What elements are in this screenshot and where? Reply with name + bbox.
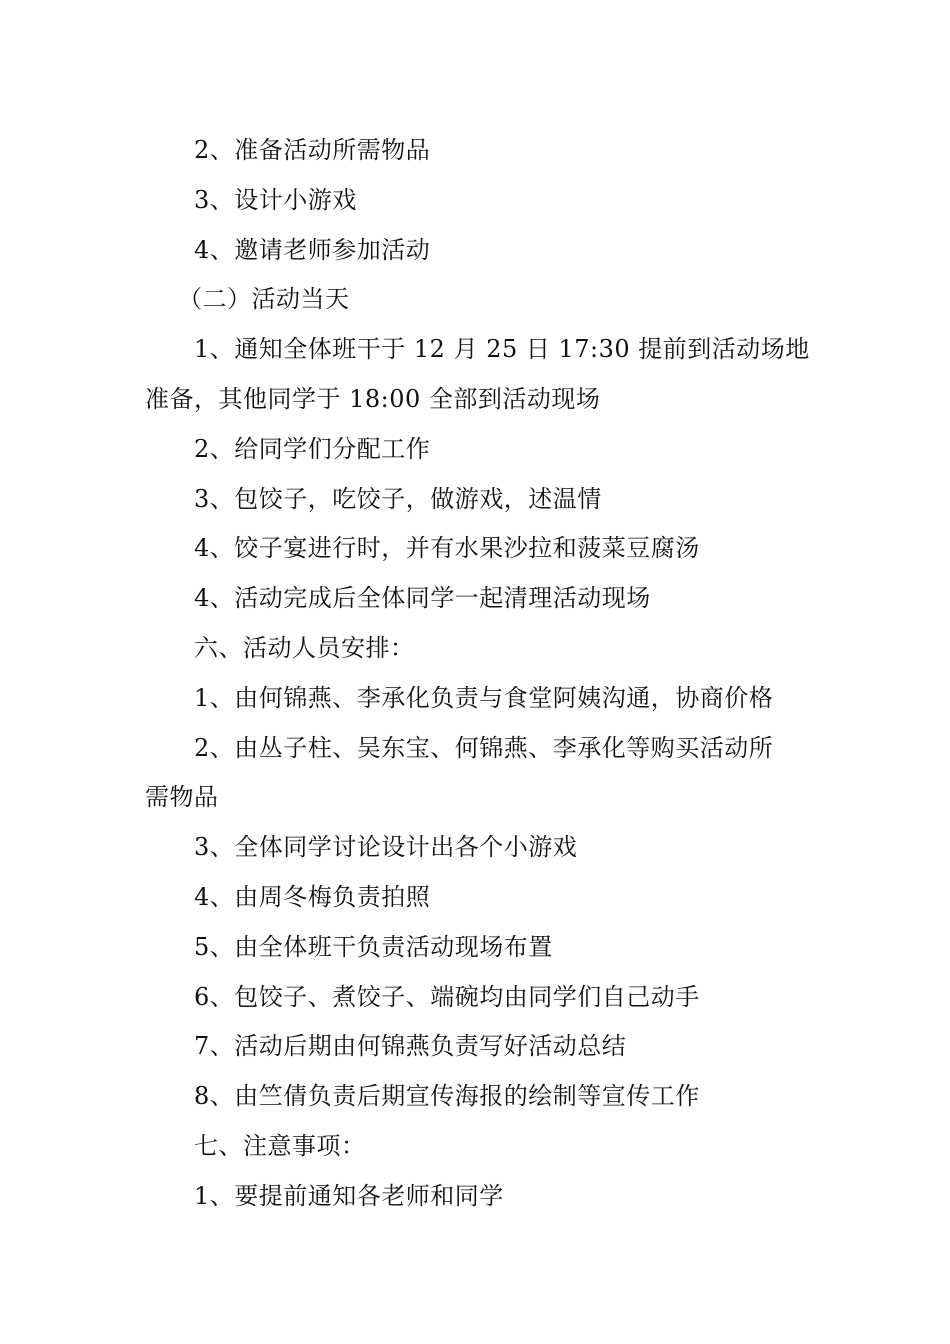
list-item: 1、由何锦燕、李承化负责与食堂阿姨沟通，协商价格: [194, 683, 774, 712]
list-item: 5、由全体班干负责活动现场布置: [194, 932, 553, 961]
list-item: 1、通知全体班干于 12 月 25 日 17:30 提前到活动场地: [194, 335, 810, 364]
list-item: 1、要提前通知各老师和同学: [194, 1181, 504, 1210]
section-heading: 六、活动人员安排：: [194, 633, 415, 662]
list-item: 2、由丛子柱、吴东宝、何锦燕、李承化等购买活动所: [194, 733, 774, 762]
list-item: 2、给同学们分配工作: [194, 434, 431, 463]
list-item: 4、活动完成后全体同学一起清理活动现场: [194, 584, 651, 613]
list-item-continuation: 准备，其他同学于 18:00 全部到活动现场: [145, 384, 601, 413]
list-item: 3、设计小游戏: [194, 185, 357, 214]
list-item: 6、包饺子、煮饺子、端碗均由同学们自己动手: [194, 982, 700, 1011]
list-item: 3、全体同学讨论设计出各个小游戏: [194, 833, 578, 862]
list-item: 3、包饺子，吃饺子，做游戏，述温情: [194, 484, 602, 513]
section-heading: 七、注意事项：: [194, 1131, 366, 1160]
list-item: 7、活动后期由何锦燕负责写好活动总结: [194, 1032, 627, 1061]
document-body: [145, 126, 825, 1222]
list-item: 4、由周冬梅负责拍照: [194, 882, 431, 911]
list-item: 8、由竺倩负责后期宣传海报的绘制等宣传工作: [194, 1082, 700, 1111]
list-item-continuation: 需物品: [145, 783, 219, 812]
list-item: 4、邀请老师参加活动: [194, 235, 431, 264]
list-item: 2、准备活动所需物品: [194, 136, 431, 164]
list-item: 4、饺子宴进行时，并有水果沙拉和菠菜豆腐汤: [194, 534, 700, 563]
section-heading: （二）活动当天: [178, 285, 350, 314]
